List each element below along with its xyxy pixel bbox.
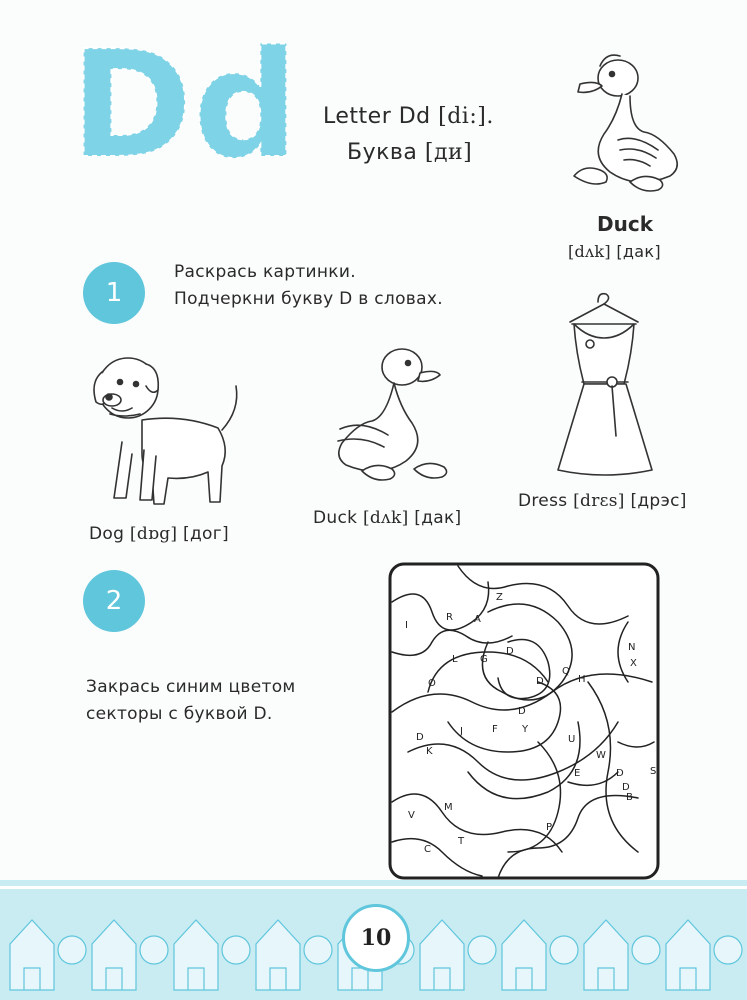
- dog-illustration: [82, 350, 247, 510]
- puzzle-letter: M: [444, 802, 453, 813]
- puzzle-letter: R: [446, 612, 453, 623]
- puzzle-letter: Z: [496, 592, 503, 603]
- title-line-1: [323, 104, 494, 129]
- caption-dog: [89, 524, 229, 544]
- task-2-number: 2: [83, 570, 145, 632]
- featured-ipa: [dʌk]: [568, 242, 611, 261]
- big-letter-text: Dd: [70, 19, 299, 191]
- title-line-2: [347, 140, 472, 165]
- footer-tree-shape: [304, 936, 332, 964]
- puzzle-letter: O: [428, 678, 436, 689]
- task-1-number: 1: [83, 262, 145, 324]
- puzzle-letter: L: [452, 654, 458, 665]
- footer-tree-shape: [550, 936, 578, 964]
- featured-word: Duck: [597, 212, 653, 236]
- puzzle-letter: B: [626, 792, 633, 803]
- caption-dress-ru: [дрэс]: [630, 491, 687, 511]
- puzzle-letter: T: [458, 836, 465, 847]
- puzzle-letter: D: [518, 706, 526, 717]
- page-number: 10: [342, 904, 410, 972]
- footer-tree-shape: [222, 936, 250, 964]
- title-ipa-ru: [ди]: [424, 140, 473, 165]
- puzzle-letter: Q: [562, 666, 570, 677]
- caption-dress-word: Dress: [518, 491, 568, 511]
- caption-dress: [518, 491, 687, 511]
- puzzle-letter: F: [492, 724, 498, 735]
- caption-dog-ipa: [dɒg]: [129, 524, 178, 544]
- puzzle-letter: H: [578, 674, 586, 685]
- featured-word-pronunciation: [568, 242, 661, 261]
- caption-duck-ru: [дак]: [414, 508, 462, 528]
- puzzle-letter: U: [568, 734, 576, 745]
- puzzle-letter: C: [424, 844, 431, 855]
- puzzle-letter: I: [405, 620, 408, 631]
- coloring-puzzle: [388, 562, 660, 880]
- puzzle-letter: P: [546, 822, 553, 833]
- task-2-instructions: [86, 674, 296, 728]
- task-1-line-1: Раскрась картинки.: [174, 262, 356, 282]
- puzzle-letter: D: [506, 646, 514, 657]
- big-letter-dd: [70, 19, 299, 191]
- task-1-line-2: Подчеркни букву D в словах.: [174, 289, 443, 309]
- task-2-line-1: Закрась синим цветом: [86, 677, 296, 697]
- puzzle-letter: K: [426, 746, 433, 757]
- footer-tree-shape: [468, 936, 496, 964]
- title-word-ru: Буква: [347, 140, 418, 165]
- duck-illustration-top: [560, 44, 690, 204]
- puzzle-letter: V: [408, 810, 415, 821]
- footer-tree-shape: [58, 936, 86, 964]
- puzzle-letter: D: [622, 782, 630, 793]
- caption-duck-word: Duck: [313, 508, 358, 528]
- puzzle-letter: X: [630, 658, 637, 669]
- puzzle-letter: D: [616, 768, 624, 779]
- caption-dog-ru: [дог]: [183, 524, 229, 544]
- puzzle-letter: S: [650, 766, 657, 777]
- puzzle-letter: G: [480, 654, 488, 665]
- title-word: Letter Dd: [323, 104, 431, 129]
- caption-dress-ipa: [drɛs]: [573, 491, 625, 511]
- caption-dog-word: Dog: [89, 524, 125, 544]
- puzzle-letter: Y: [522, 724, 529, 735]
- dress-illustration: [550, 290, 660, 480]
- task-1-instructions: [174, 259, 443, 313]
- puzzle-letter: D: [536, 676, 544, 687]
- caption-duck-ipa: [dʌk]: [362, 508, 409, 528]
- footer-tree-shape: [140, 936, 168, 964]
- puzzle-letter: J: [460, 726, 463, 737]
- title-ipa: [di:].: [438, 104, 494, 129]
- puzzle-letter: E: [574, 768, 581, 779]
- puzzle-letter: A: [474, 614, 481, 625]
- puzzle-letter: W: [596, 750, 606, 761]
- featured-ru: [дак]: [616, 242, 661, 261]
- footer-tree-shape: [632, 936, 660, 964]
- puzzle-letter: N: [628, 642, 636, 653]
- footer-tree-shape: [714, 936, 742, 964]
- duck-illustration-middle: [328, 333, 458, 493]
- puzzle-letter: D: [416, 732, 424, 743]
- caption-duck: [313, 508, 461, 528]
- task-2-line-2: секторы с буквой D.: [86, 704, 273, 724]
